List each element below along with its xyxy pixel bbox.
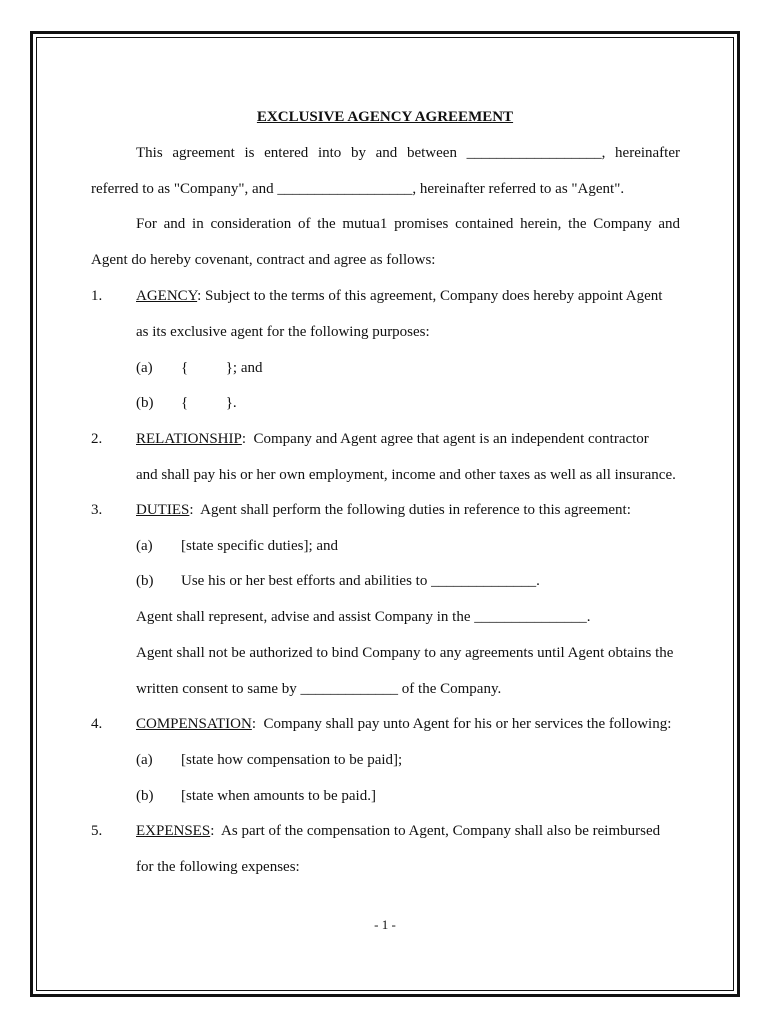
section-3-item-b-label: (b) [136,573,154,589]
section-3-line-3: Agent shall not be authorized to bind Company to any agreements until Agent obtains the [136,645,674,661]
section-5-line-2: for the following expenses: [136,859,300,875]
section-5-number: 5. [91,823,103,839]
section-2-line-2: and shall pay his or her own employment, income and other taxes as well as all insurance. [136,467,676,483]
section-4-item-b-text: [state when amounts to be paid.] [181,788,376,804]
section-3-text: : Agent shall perform the following duties in reference to this agreement: [189,502,631,518]
section-1-number: 1. [91,288,103,304]
section-4-number: 4. [91,716,103,732]
intro-line-3: For and in consideration of the mutua1 promises contained herein, the Company and [136,216,680,232]
section-3-item-b-text: Use his or her best efforts and abilities to ______________. [181,573,540,589]
intro-line-1: This agreement is entered into by and between __________________, hereinafter [136,145,680,161]
section-3-line-2: Agent shall represent, advise and assist Company in the _______________. [136,609,591,625]
section-4-item-b-label: (b) [136,788,154,804]
section-5-text: : As part of the compensation to Agent, Company shall also be reimbursed [210,823,661,839]
section-1-line-2: as its exclusive agent for the following purposes: [136,324,430,340]
section-2-heading: RELATIONSHIP [136,431,242,447]
section-1-item-b-text: { }. [181,395,237,411]
section-1-item-a-text: { }; and [181,360,263,376]
section-3-heading: DUTIES [136,502,190,518]
section-2-number: 2. [91,431,103,447]
section-4-item-a-label: (a) [136,752,153,768]
section-4-heading: COMPENSATION [136,716,252,732]
section-5-heading: EXPENSES [136,823,211,839]
intro-line-4: Agent do hereby covenant, contract and agree as follows: [91,252,436,268]
section-1-item-a-label: (a) [136,360,153,376]
section-2-line-1 [136,430,649,448]
section-3-line-1 [136,501,631,519]
section-3-number: 3. [91,502,103,518]
section-4-text: : Company shall pay unto Agent for his or her services the following: [251,716,672,732]
section-4-line-1 [136,715,671,733]
section-4-item-a-text: [state how compensation to be paid]; [181,752,403,768]
section-3-line-4: written consent to same by _____________ of the Company. [136,681,502,697]
section-5-line-1 [136,822,660,840]
section-3-item-a-text: [state specific duties]; and [181,538,339,554]
section-1-heading: AGENCY [136,288,198,304]
page-number: - 1 - [374,917,396,932]
section-1-line-1 [136,287,662,305]
intro-line-2: referred to as "Company", and __________________, hereinafter referred to as "Agent". [91,181,625,197]
section-2-text: : Company and Agent agree that agent is an independent contractor [241,431,649,447]
section-3-item-a-label: (a) [136,538,153,554]
section-1-item-b-label: (b) [136,395,154,411]
document-title: EXCLUSIVE AGENCY AGREEMENT [256,109,514,125]
section-1-text: : Subject to the terms of this agreement, Company does hereby appoint Agent [197,288,663,304]
